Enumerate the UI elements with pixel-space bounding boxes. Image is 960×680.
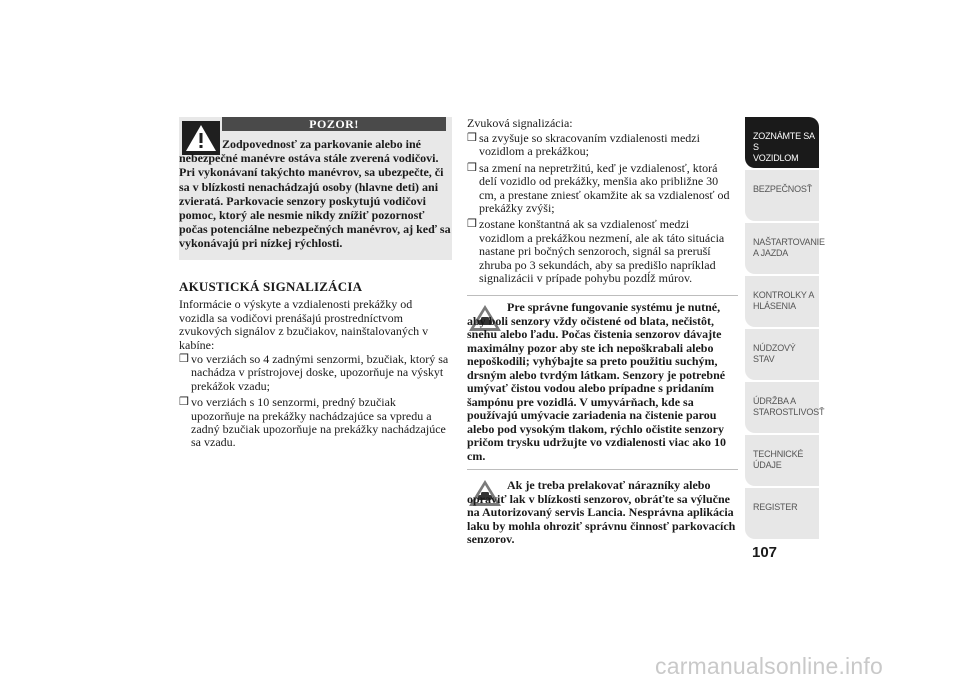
tab-nudzovy-stav[interactable]: NÚDZOVÝ STAV xyxy=(745,329,819,380)
list-item: ❒ sa zmení na nepretržitú, keď je vzdialenosť, ktorá delí vozidlo od prekážky, menšia ako približne 30 cm, a prestane zniesť okamžite ak sa vzdialenosť od prekážky zvýši; xyxy=(467,160,730,216)
warning-title: POZOR! xyxy=(222,117,446,131)
tab-udrzba-a-starostlivost[interactable]: ÚDRŽBA A STAROSTLIVOSŤ xyxy=(745,382,819,433)
divider xyxy=(467,295,738,296)
list-item: ❒ vo verziách s 10 senzormi, predný bzučiak upozorňuje na prekážky nachádzajúce sa vpredu a zadný bzučiak upozorňuje na prekážky nachádzajúce sa vzadu. xyxy=(179,395,446,450)
sensor-cleaning-note: Pre správne fungovanie systému je nutné, aby boli senzory vždy očistené od blata, nečistôt, snehu alebo ľadu. Počas čistenia senzorov dávajte maximálny pozor aby ste ich nepoškrabali alebo nepoškodili; vyhýbajte sa preto použitiu suchým, drsným alebo tvrdým látkam. Senzory je potrebné umývať čistou vodou alebo prípadne s pridaním šampónu pre vozidlá. V umyvárňach, kde sa používajú umývacie zariadenia na čistenie parou alebo pod vysokým tlakom, rýchlo očistite senzory pričom trysku udržujte vo vzdialenosti viac ako 10 cm. xyxy=(467,300,726,463)
right-bullet-list xyxy=(467,132,735,288)
section-heading: AKUSTICKÁ SIGNALIZÁCIA xyxy=(179,279,363,294)
tab-nastartovanie-a-jazda[interactable]: NAŠTARTOVANIE A JAZDA xyxy=(745,223,819,274)
paint-repair-note: Ak je treba prelakovať nárazníky alebo opraviť lak v blízkosti senzorov, obráťte sa výlučne na Autorizovaný servis Lancia. Nesprávna aplikácia laku by mohla ohroziť správnu činnosť parkovacích senzorov. xyxy=(467,478,736,546)
right-intro: Zvuková signalizácia: xyxy=(467,116,573,130)
watermark: carmanualsonline.info xyxy=(655,653,883,679)
checkbox-bullet-icon: ❒ xyxy=(179,353,189,365)
checkbox-bullet-icon: ❒ xyxy=(179,396,189,409)
section-intro: Informácie o výskyte a vzdialenosti prekážky od vozidla sa vodičovi prenášajú prostredníctvom zvukových signálov z bzučiakov, nainštalovaných v kabíne: xyxy=(179,297,429,352)
list-item: ❒ zostane konštantná ak sa vzdialenosť medzi vozidlom a prekážkou nezmení, ale ak táto situácia nastane pri bočných senzoroch, signál sa preruší zhruba po 3 sekundách, aby sa predišlo napríklad signalizácii v prípade pohybu pozdĺž múrov. xyxy=(467,217,725,286)
tab-technicke-udaje[interactable]: TECHNICKÉ ÚDAJE xyxy=(745,435,819,486)
tab-zoznamte-sa-s-vozidlom[interactable]: ZOZNÁMTE SA S VOZIDLOM xyxy=(745,117,819,168)
warning-text: Zodpovednosť za parkovanie alebo iné nebezpečné manévre ostáva stále zverená vodičovi. Pri vykonávaní takýchto manévrov, sa ubezpečte, či sa v blízkosti nenachádzajú osoby (hlavne deti) ani zvieratá. Parkovacie senzory poskytujú vodičovi pomoc, ktorý ale nesmie nikdy znížiť pozornosť počas potenciálne nebezpečných manévrov, aj keď sa vykonávajú pri nízkej rýchlosti. xyxy=(179,137,451,251)
checkbox-bullet-icon: ❒ xyxy=(467,161,477,174)
checkbox-bullet-icon: ❒ xyxy=(467,218,477,231)
tab-register[interactable]: REGISTER xyxy=(745,488,819,539)
checkbox-bullet-icon: ❒ xyxy=(467,132,477,144)
page-number: 107 xyxy=(752,544,778,561)
tab-bezpecnost[interactable]: BEZPEČNOSŤ xyxy=(745,170,819,221)
left-bullet-list xyxy=(179,353,449,453)
divider xyxy=(467,469,738,470)
list-item: ❒ vo verziách so 4 zadnými senzormi, bzučiak, ktorý sa nachádza v prístrojovej doske, upozorňuje na výskyt prekážok vzadu; xyxy=(179,352,449,393)
tab-kontrolky-a-hlasenia[interactable]: KONTROLKY A HLÁSENIA xyxy=(745,276,819,327)
list-item: ❒ sa zvyšuje so skracovaním vzdialenosti medzi vozidlom a prekážkou; xyxy=(467,131,700,159)
